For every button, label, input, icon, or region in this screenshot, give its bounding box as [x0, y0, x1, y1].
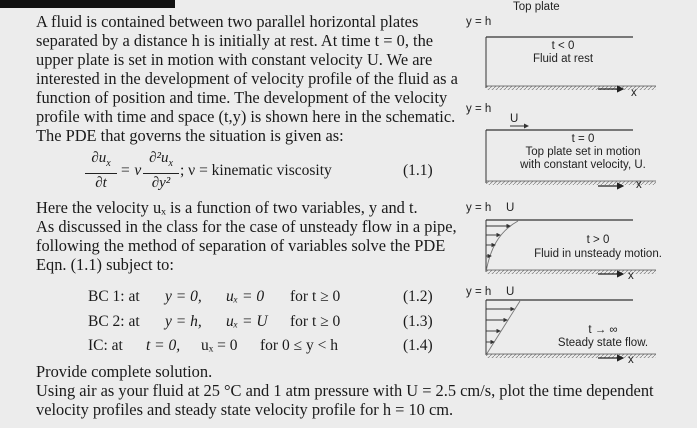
pde-lhs-fraction: [85, 150, 117, 192]
panel-4-u-label: U: [506, 286, 515, 298]
panel-2-y-label: y = h: [466, 103, 492, 115]
panel-3-description: Fluid in unsteady motion.: [534, 248, 662, 260]
intro-line-1: A fluid is contained between two parallel horizontal plates: [36, 12, 419, 31]
panel-1-x-label: x: [631, 87, 637, 99]
intro-line-3: upper plate is set in motion with constant velocity U. We are: [36, 50, 433, 69]
middle-line-3: following the method of separation of variables solve the PDE: [36, 236, 446, 255]
condition-where: y = h,: [165, 313, 202, 330]
condition-number: (1.2): [403, 288, 433, 305]
pde-lhs-sub: x: [106, 158, 111, 169]
condition-value: uₓ = U: [226, 313, 268, 330]
panel-2-description-2: with constant velocity, U.: [520, 159, 646, 171]
panel-4-x-label: x: [628, 354, 634, 366]
panel-1-y-label: y = h: [466, 16, 492, 28]
closing-line-3: velocity profiles and steady state velocity profile for h = 10 cm.: [36, 400, 454, 419]
intro-line-5: function of position and time. The development of the velocity: [36, 88, 448, 107]
pde-rhs-den: ∂y²: [151, 175, 171, 191]
pde-equals: = ν: [120, 162, 142, 179]
panel-unsteady-motion: [486, 220, 656, 274]
panel-2-x-label: x: [636, 179, 642, 191]
panel-1-time-label: t < 0: [551, 40, 575, 52]
middle-line-2: As discussed in the class for the case of unsteady flow in a pipe,: [36, 217, 457, 236]
intro-line-7: The PDE that governs the situation is given as:: [36, 126, 344, 145]
panel-2-description: Top plate set in motion: [525, 146, 641, 158]
pde-lhs-den: ∂t: [95, 175, 107, 191]
closing-line-2: Using air as your fluid at 25 °C and 1 atm pressure with U = 2.5 cm/s, plot the time dependent: [36, 381, 654, 400]
condition-label: BC 2: at: [88, 313, 140, 330]
middle-line-1: Here the velocity uₓ is a function of two variables, y and t.: [36, 198, 418, 217]
redacted-header-bar: [0, 0, 175, 8]
panel-4-y-label: y = h: [466, 286, 492, 298]
pde-lhs-num: ∂u: [91, 150, 107, 166]
panel-1-description: Fluid at rest: [532, 53, 594, 65]
panel-2-time-label: t = 0: [571, 133, 595, 145]
pde-rhs-sub: x: [168, 158, 173, 169]
pde-nu-definition: ; ν = kinematic viscosity: [180, 162, 332, 179]
condition-where: y = 0,: [165, 288, 202, 305]
intro-line-2: separated by a distance h is initially at rest. At time t = 0, the: [36, 31, 434, 50]
panel-4-time-label: t → ∞: [588, 324, 618, 336]
condition-label: IC: at: [88, 337, 123, 354]
top-plate-label: Top plate: [513, 1, 560, 13]
panel-2-u-label: U: [510, 113, 519, 125]
condition-value: uₓ = 0: [201, 337, 238, 354]
condition-where: t = 0,: [146, 337, 181, 354]
intro-line-4: interested in the development of velocity profile of the fluid as a: [36, 69, 458, 88]
intro-line-6: profile with time and space (t,y) is shown here in the schematic.: [36, 107, 456, 126]
condition-value: uₓ = 0: [226, 288, 265, 305]
velocity-profile-schematic: [458, 0, 697, 372]
panel-4-description: Steady state flow.: [557, 337, 649, 349]
pde-rhs-fraction: [143, 150, 179, 192]
panel-3-u-label: U: [506, 202, 515, 214]
condition-label: BC 1: at: [88, 288, 140, 305]
pde-number: (1.1): [403, 162, 433, 179]
pde-rhs-num: ∂²u: [149, 150, 169, 166]
panel-3-y-label: y = h: [466, 202, 492, 214]
middle-line-4: Eqn. (1.1) subject to:: [36, 255, 174, 274]
condition-number: (1.4): [403, 337, 433, 354]
condition-range: for t ≥ 0: [290, 288, 341, 305]
condition-number: (1.3): [403, 313, 433, 330]
closing-line-1: Provide complete solution.: [36, 362, 213, 381]
condition-range: for t ≥ 0: [290, 313, 341, 330]
panel-3-x-label: x: [628, 270, 634, 282]
condition-range: for 0 ≤ y < h: [260, 337, 338, 354]
panel-3-time-label: t > 0: [586, 234, 610, 246]
